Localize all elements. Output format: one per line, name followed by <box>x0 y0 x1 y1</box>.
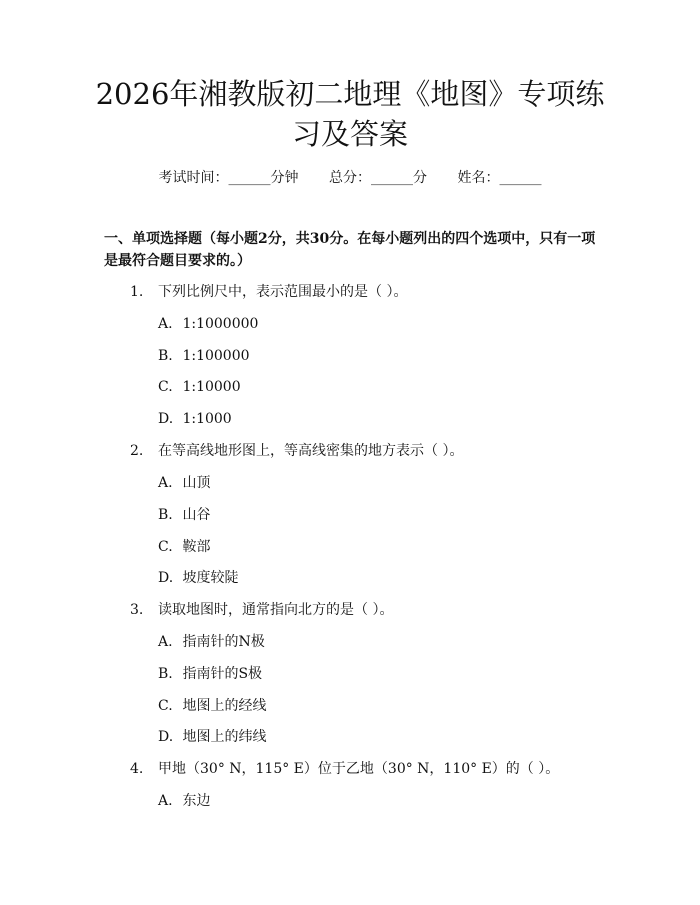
question-number: 1. <box>130 284 144 300</box>
option-letter: B. <box>158 348 173 364</box>
section-heading: 一、单项选择题（每小题2分，共30分。在每小题列出的四个选项中，只有一项是最符合题目要求的。） <box>104 231 596 269</box>
option-text: 地图上的经线 <box>182 698 267 714</box>
option-text: 地图上的纬线 <box>182 729 267 745</box>
option-letter: A. <box>158 793 173 809</box>
question-4-option-a <box>158 791 598 811</box>
question-text: 在等高线地形图上，等高线密集的地方表示（ ）。 <box>158 443 464 459</box>
question-3-option-b <box>158 664 598 684</box>
question-number: 2. <box>130 443 144 459</box>
question-text: 甲地（30° N，115° E）位于乙地（30° N，110° E）的（ ）。 <box>158 761 560 777</box>
option-letter: A. <box>158 316 173 332</box>
question-3-option-a <box>158 632 598 652</box>
option-text: 1:1000000 <box>182 316 259 332</box>
question-3-option-c <box>158 696 598 716</box>
option-letter: B. <box>158 666 173 682</box>
question-2-option-b <box>158 505 598 525</box>
question-1-option-d <box>158 409 598 429</box>
question-1-option-b <box>158 346 598 366</box>
question-1-option-a <box>158 314 598 334</box>
option-text: 东边 <box>182 793 211 809</box>
option-letter: A. <box>158 475 173 491</box>
option-text: 1:10000 <box>182 379 241 395</box>
question-number: 3. <box>130 602 144 618</box>
question-text: 下列比例尺中，表示范围最小的是（ ）。 <box>158 284 408 300</box>
option-letter: C. <box>158 698 173 714</box>
option-text: 1:1000 <box>182 411 232 427</box>
option-text: 指南针的N极 <box>182 634 265 650</box>
question-2-option-c <box>158 537 598 557</box>
option-text: 鞍部 <box>182 539 211 555</box>
option-letter: D. <box>158 570 174 586</box>
question-number: 4. <box>130 761 144 777</box>
page-title: 2026年湘教版初二地理《地图》专项练习及答案 <box>95 77 605 151</box>
question-3-option-d <box>158 727 598 747</box>
option-text: 山顶 <box>182 475 211 491</box>
option-text: 指南针的S极 <box>182 666 263 682</box>
question-text: 读取地图时，通常指向北方的是（ ）。 <box>158 602 394 618</box>
exam-time-field: 考试时间：______分钟 <box>158 170 299 186</box>
option-text: 山谷 <box>182 507 211 523</box>
question-1-option-c <box>158 377 598 397</box>
question-2-option-a <box>158 473 598 493</box>
option-letter: C. <box>158 379 173 395</box>
question-2-option-d <box>158 568 598 588</box>
total-score-field: 总分：______分 <box>329 170 427 186</box>
student-name-field: 姓名：______ <box>457 170 542 186</box>
option-letter: D. <box>158 729 174 745</box>
option-letter: B. <box>158 507 173 523</box>
exam-info-line <box>0 168 700 188</box>
option-letter: D. <box>158 411 174 427</box>
option-text: 坡度较陡 <box>182 570 239 586</box>
option-text: 1:100000 <box>182 348 250 364</box>
option-letter: C. <box>158 539 173 555</box>
option-letter: A. <box>158 634 173 650</box>
